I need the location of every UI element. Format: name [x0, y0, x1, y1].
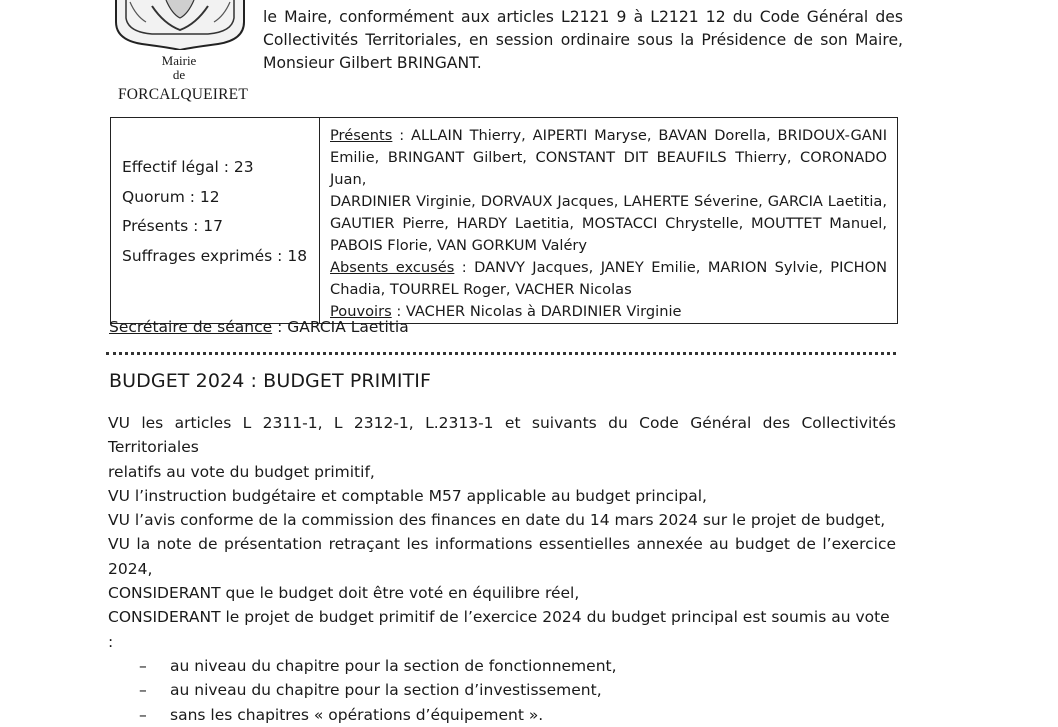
dotted-divider [106, 352, 896, 355]
list-item-text: sans les chapitres « opérations d’équipement ». [170, 705, 544, 724]
pouvoirs-line: Pouvoirs : VACHER Nicolas à DARDINIER Virginie [330, 303, 682, 320]
presents-line: Présents : ALLAIN Thierry, AIPERTI Maryse, BAVAN Dorella, BRIDOUX-GANI [330, 127, 887, 144]
list-item [108, 703, 896, 727]
presents-label: Présents [330, 127, 393, 144]
body-line: VU les articles L 2311-1, L 2312-1, L.2313-1 et suivants du Code Général des Collectivités Territoriales [108, 414, 896, 457]
stat-presents: Présents : 17 [122, 217, 224, 235]
intro-line: Monsieur Gilbert BRINGANT. [263, 54, 482, 72]
presents-line: Emilie, BRINGANT Gilbert, CONSTANT DIT BEAUFILS Thierry, CORONADO Juan, [330, 149, 887, 188]
deliberation-body [108, 411, 896, 727]
body-line: CONSIDERANT le projet de budget primitif de l’exercice 2024 du budget principal est soumis au vote : [108, 608, 890, 651]
presents-line: PABOIS Florie, VAN GORKUM Valéry [330, 237, 588, 254]
absents-label: Absents excusés [330, 259, 455, 276]
presents-line: GAUTIER Pierre, HARDY Laetitia, MOSTACCI Chrystelle, MOUTTET Manuel, [330, 215, 887, 232]
town-name: FORCALQUEIRET [117, 86, 249, 103]
attendance-list-cell [320, 118, 898, 324]
absents-line: Chadia, TOURREL Roger, VACHER Nicolas [330, 281, 632, 298]
list-dash: – [139, 705, 147, 724]
list-item-text: au niveau du chapitre pour la section d’investissement, [170, 681, 602, 700]
intro-line: le Maire, conformément aux articles L2121 9 à L2121 12 du Code Général des [263, 8, 903, 26]
body-line: VU l’instruction budgétaire et comptable M57 applicable au budget principal, [108, 486, 707, 505]
list-dash: – [139, 681, 147, 700]
body-line: VU l’avis conforme de la commission des finances en date du 14 mars 2024 sur le projet de budget, [108, 511, 886, 530]
body-line: CONSIDERANT que le budget doit être voté en équilibre réel, [108, 584, 580, 603]
stat-suffrages: Suffrages exprimés : 18 [122, 246, 308, 265]
list-item [108, 678, 896, 702]
stat-effectif-legal: Effectif légal : 23 [122, 158, 254, 176]
list-item-text: au niveau du chapitre pour la section de fonctionnement, [170, 656, 617, 675]
presents-line: DARDINIER Virginie, DORVAUX Jacques, LAHERTE Séverine, GARCIA Laetitia, [330, 193, 887, 210]
stat-quorum: Quorum : 12 [122, 187, 220, 206]
quorum-stats-cell [111, 118, 320, 324]
pouvoirs-label: Pouvoirs [330, 303, 392, 320]
body-line: VU la note de présentation retraçant les informations essentielles annexée au budget de l’exercice [108, 535, 896, 554]
coat-of-arms-logo [112, 0, 248, 50]
mairie-label [140, 54, 218, 82]
secretary-line [109, 318, 409, 336]
body-line: relatifs au vote du budget primitif, [108, 462, 375, 481]
attendance-table [110, 117, 898, 324]
section-heading: BUDGET 2024 : BUDGET PRIMITIF [109, 370, 432, 392]
secretary-value: : GARCIA Laetitia [272, 318, 409, 336]
secretary-label: Secrétaire de séance [109, 318, 273, 336]
intro-line: Collectivités Territoriales, en session ordinaire sous la Présidence de son Maire, [263, 31, 903, 49]
mairie-label-line1: Mairie [161, 53, 197, 68]
body-line: 2024, [108, 559, 153, 578]
list-dash: – [139, 656, 147, 675]
intro-paragraph [263, 6, 903, 75]
mairie-label-line2: de [172, 67, 186, 82]
absents-line: Absents excusés : DANVY Jacques, JANEY Emilie, MARION Sylvie, PICHON [330, 259, 887, 276]
